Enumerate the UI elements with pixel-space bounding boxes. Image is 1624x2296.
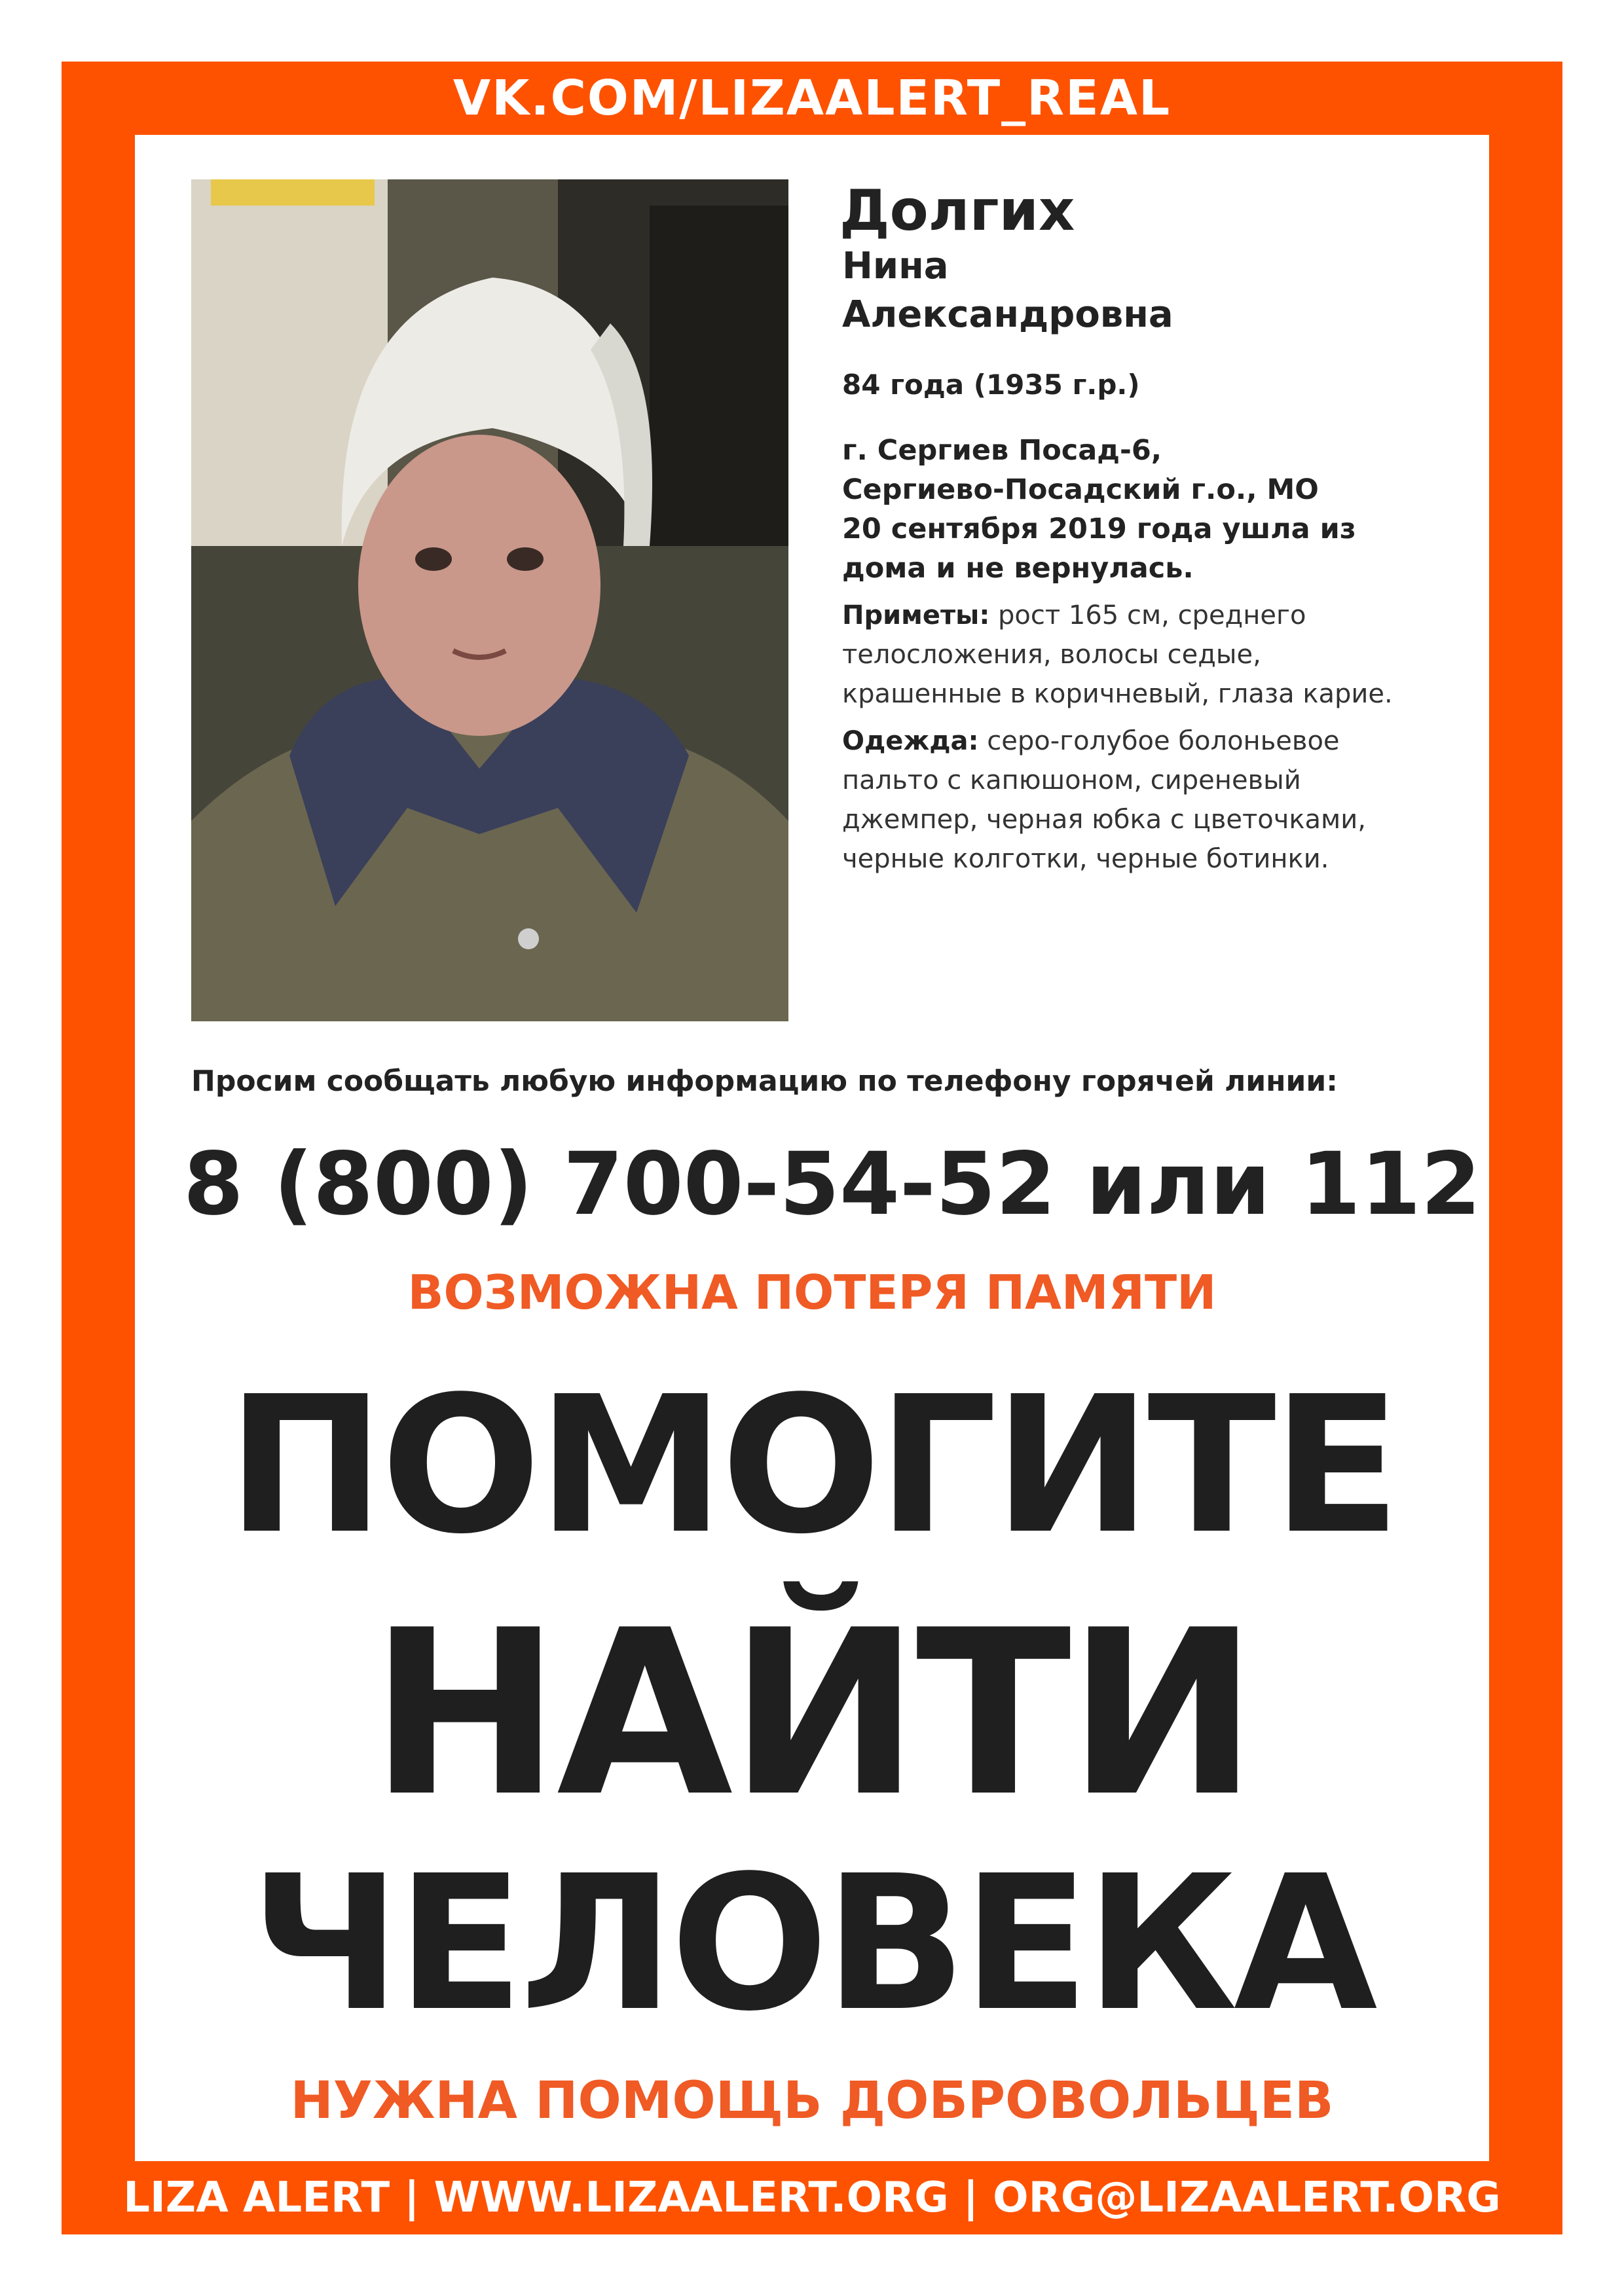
memory-loss-note: ВОЗМОЖНА ПОТЕРЯ ПАМЯТИ [407, 1265, 1217, 1320]
hotline-request: Просим сообщать любую информацию по телефону горячей линии: [191, 1065, 1338, 1098]
footer-org: LIZA ALERT [123, 2174, 390, 2222]
clothes-text: серо-голубое болоньевое пальто с капюшоном, сиреневый джемпер, черная юбка с цветочками, черные колготки, черные ботинки. [842, 726, 1366, 874]
person-surname: Долгих [840, 178, 1075, 244]
hotline-phone[interactable]: 8 (800) 700-54-52 или 112 [183, 1134, 1481, 1235]
footer-separator: | [963, 2174, 979, 2222]
signs-text: рост 165 см, среднего телосложения, волосы седые, крашенные в коричневый, глаза карие. [842, 600, 1393, 709]
footer-site-link[interactable]: WWW.LIZAALERT.ORG [434, 2174, 949, 2222]
event-line: дома и не вернулась. [842, 552, 1194, 585]
person-first-name: Нина [842, 245, 949, 287]
person-info [840, 179, 1416, 879]
signs-label: Приметы: [842, 600, 990, 630]
headline-line: НАЙТИ [369, 1582, 1255, 1847]
volunteers-note: НУЖНА ПОМОЩЬ ДОБРОВОЛЬЦЕВ [290, 2071, 1334, 2130]
location-line: г. Сергиев Посад-6, [842, 434, 1162, 467]
vk-link[interactable]: VK.COM/LIZAALERT_REAL [452, 70, 1172, 126]
poster-frame [62, 62, 1562, 2234]
clothes-label: Одежда: [842, 726, 979, 756]
footer-separator: | [404, 2174, 420, 2222]
person-signs [840, 596, 1416, 714]
person-location [840, 431, 1416, 588]
person-clothes [840, 721, 1416, 879]
headline-line: ПОМОГИТЕ [227, 1356, 1397, 1575]
footer-email-link[interactable]: ORG@LIZAALERT.ORG [993, 2174, 1501, 2222]
footer-bar [62, 2161, 1562, 2234]
event-line: 20 сентября 2019 года ушла из [842, 513, 1356, 545]
headline-line: ЧЕЛОВЕКА [250, 1835, 1374, 2052]
person-patronymic: Александровна [842, 293, 1173, 336]
location-line: Сергиево-Посадский г.о., МО [842, 473, 1319, 506]
person-age: 84 года (1935 г.р.) [842, 369, 1140, 401]
person-photo [191, 179, 788, 1021]
